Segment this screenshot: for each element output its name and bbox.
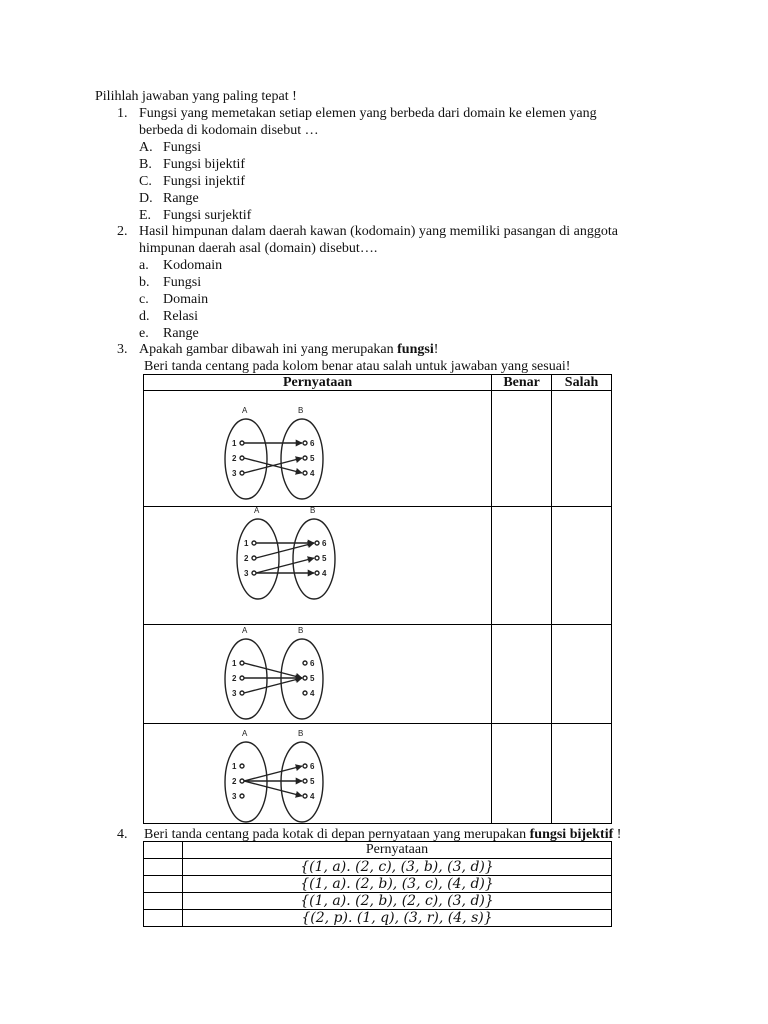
q4-row-4-checkbox[interactable] xyxy=(144,910,183,927)
domain-element-label: 1 xyxy=(232,762,237,771)
q1-option-3-text: Fungsi injektif xyxy=(163,174,246,189)
q3-number: 3. xyxy=(117,342,128,357)
arrow-diagram-1 xyxy=(225,406,323,499)
domain-point xyxy=(240,441,244,445)
q1-option-4-text: Range xyxy=(163,191,199,206)
codomain-point xyxy=(315,541,319,545)
q4-row-3-checkbox[interactable] xyxy=(144,893,183,910)
q4-row-4 xyxy=(144,910,612,927)
arrow-diagram-2 xyxy=(237,506,335,599)
set-a-label: A xyxy=(242,729,248,738)
codomain-element-label: 4 xyxy=(310,689,315,698)
q4-row-2-checkbox[interactable] xyxy=(144,876,183,893)
domain-element-label: 2 xyxy=(232,777,237,786)
q4-row-1 xyxy=(144,859,612,876)
q2-option-1-letter: a. xyxy=(139,258,149,273)
codomain-element-label: 6 xyxy=(322,539,327,548)
mapping-arrow xyxy=(244,678,302,693)
mapping-arrow xyxy=(256,543,314,558)
set-b-label: B xyxy=(298,729,304,738)
set-b-label: B xyxy=(298,626,304,635)
codomain-point xyxy=(303,661,307,665)
q1-option-2-text: Fungsi bijektif xyxy=(163,157,246,172)
domain-element-label: 3 xyxy=(244,569,249,578)
q2-option-2-letter: b. xyxy=(139,275,150,290)
q4-text-suffix: ! xyxy=(613,827,622,842)
mapping-arrow xyxy=(244,766,302,781)
q4-row-3-statement: {(1, a). (2, b), (2, c), (3, d)} xyxy=(183,893,612,910)
q2-number: 2. xyxy=(117,224,128,239)
q2-text-line1: Hasil himpunan dalam daerah kawan (kodomain) yang memiliki pasangan di anggota xyxy=(139,224,618,239)
q2-text-line2: himpunan daerah asal (domain) disebut…. xyxy=(139,241,378,256)
codomain-element-label: 4 xyxy=(322,569,327,578)
q4-row-1-checkbox[interactable] xyxy=(144,859,183,876)
q1-option-1-letter: A. xyxy=(139,140,153,155)
set-b-label: B xyxy=(298,406,304,415)
domain-point xyxy=(252,571,256,575)
q3-header-benar: Benar xyxy=(492,375,552,391)
q1-text-line1: Fungsi yang memetakan setiap elemen yang berbeda dari domain ke elemen yang xyxy=(139,106,597,121)
codomain-point xyxy=(315,571,319,575)
set-b-ellipse xyxy=(281,639,323,719)
domain-point xyxy=(252,556,256,560)
q3-subtext: Beri tanda centang pada kolom benar atau salah untuk jawaban yang sesuai! xyxy=(144,359,571,374)
domain-point xyxy=(240,456,244,460)
domain-element-label: 2 xyxy=(232,454,237,463)
q3-text-bold: fungsi xyxy=(397,342,434,357)
domain-element-label: 1 xyxy=(232,659,237,668)
domain-point xyxy=(252,541,256,545)
q3-text-prefix: Apakah gambar dibawah ini yang merupakan xyxy=(139,342,398,357)
codomain-element-label: 6 xyxy=(310,439,315,448)
codomain-element-label: 4 xyxy=(310,469,315,478)
domain-element-label: 3 xyxy=(232,689,237,698)
q4-header-check-cell xyxy=(144,842,183,859)
q1-option-5-text: Fungsi surjektif xyxy=(163,208,252,223)
q1-option-3-letter: C. xyxy=(139,174,152,189)
domain-element-label: 2 xyxy=(232,674,237,683)
q2-option-5-text: Range xyxy=(163,326,199,341)
q4-row-3 xyxy=(144,893,612,910)
domain-element-label: 1 xyxy=(232,439,237,448)
q4-table xyxy=(143,841,612,927)
q1-option-5-letter: E. xyxy=(139,208,152,223)
q3-header-statement: Pernyataan xyxy=(144,375,492,391)
codomain-point xyxy=(303,676,307,680)
codomain-element-label: 5 xyxy=(310,674,315,683)
arrow-diagram-4 xyxy=(225,729,323,822)
q2-option-3-text: Domain xyxy=(163,292,209,307)
q1-option-4-letter: D. xyxy=(139,191,153,206)
codomain-point xyxy=(303,691,307,695)
q4-row-4-statement: {(2, p). (1, q), (3, r), (4, s)} xyxy=(183,910,612,927)
q4-row-2 xyxy=(144,876,612,893)
codomain-element-label: 6 xyxy=(310,659,315,668)
domain-point xyxy=(240,471,244,475)
q2-option-5-letter: e. xyxy=(139,326,149,341)
q1-option-1-text: Fungsi xyxy=(163,140,202,155)
set-b-label: B xyxy=(310,506,316,515)
q2-option-4-text: Relasi xyxy=(163,309,198,324)
domain-element-label: 3 xyxy=(232,792,237,801)
q4-number: 4. xyxy=(117,827,128,842)
codomain-point xyxy=(303,779,307,783)
q4-header-row xyxy=(144,842,612,859)
domain-point xyxy=(240,794,244,798)
domain-point xyxy=(240,764,244,768)
q2-option-4-letter: d. xyxy=(139,309,150,324)
domain-element-label: 2 xyxy=(244,554,249,563)
q2-option-3-letter: c. xyxy=(139,292,149,307)
codomain-element-label: 4 xyxy=(310,792,315,801)
set-b-ellipse xyxy=(281,419,323,499)
codomain-point xyxy=(303,441,307,445)
q4-text-prefix: Beri tanda centang pada kotak di depan pernyataan yang merupakan xyxy=(144,827,530,842)
q2-option-2-text: Fungsi xyxy=(163,275,202,290)
codomain-point xyxy=(303,456,307,460)
mapping-arrow xyxy=(244,663,302,678)
arrow-diagram-3 xyxy=(225,626,323,719)
set-a-label: A xyxy=(242,626,248,635)
domain-point xyxy=(240,661,244,665)
codomain-point xyxy=(303,471,307,475)
domain-point xyxy=(240,676,244,680)
codomain-element-label: 6 xyxy=(310,762,315,771)
codomain-element-label: 5 xyxy=(322,554,327,563)
domain-point xyxy=(240,779,244,783)
set-a-label: A xyxy=(254,506,260,515)
q2-option-1-text: Kodomain xyxy=(163,258,223,273)
set-b-ellipse xyxy=(281,742,323,822)
domain-element-label: 1 xyxy=(244,539,249,548)
set-a-label: A xyxy=(242,406,248,415)
q1-option-2-letter: B. xyxy=(139,157,152,172)
domain-point xyxy=(240,691,244,695)
set-b-ellipse xyxy=(293,519,335,599)
q4-row-2-statement: {(1, a). (2, b), (3, c), (4, d)} xyxy=(183,876,612,893)
q4-header-statement: Pernyataan xyxy=(183,842,612,859)
codomain-point xyxy=(303,794,307,798)
instruction: Pilihlah jawaban yang paling tepat ! xyxy=(95,89,297,104)
q3-header-salah: Salah xyxy=(552,375,612,391)
codomain-element-label: 5 xyxy=(310,777,315,786)
domain-element-label: 3 xyxy=(232,469,237,478)
q4-text-bold: fungsi bijektif xyxy=(529,827,614,842)
q1-text-line2: berbeda di kodomain disebut … xyxy=(139,123,319,138)
mapping-arrow xyxy=(256,558,314,573)
codomain-point xyxy=(303,764,307,768)
mapping-arrow xyxy=(244,781,302,796)
q3-text-suffix: ! xyxy=(433,342,439,357)
codomain-point xyxy=(315,556,319,560)
q4-row-1-statement: {(1, a). (2, c), (3, b), (3, d)} xyxy=(183,859,612,876)
codomain-element-label: 5 xyxy=(310,454,315,463)
q1-number: 1. xyxy=(117,106,128,121)
